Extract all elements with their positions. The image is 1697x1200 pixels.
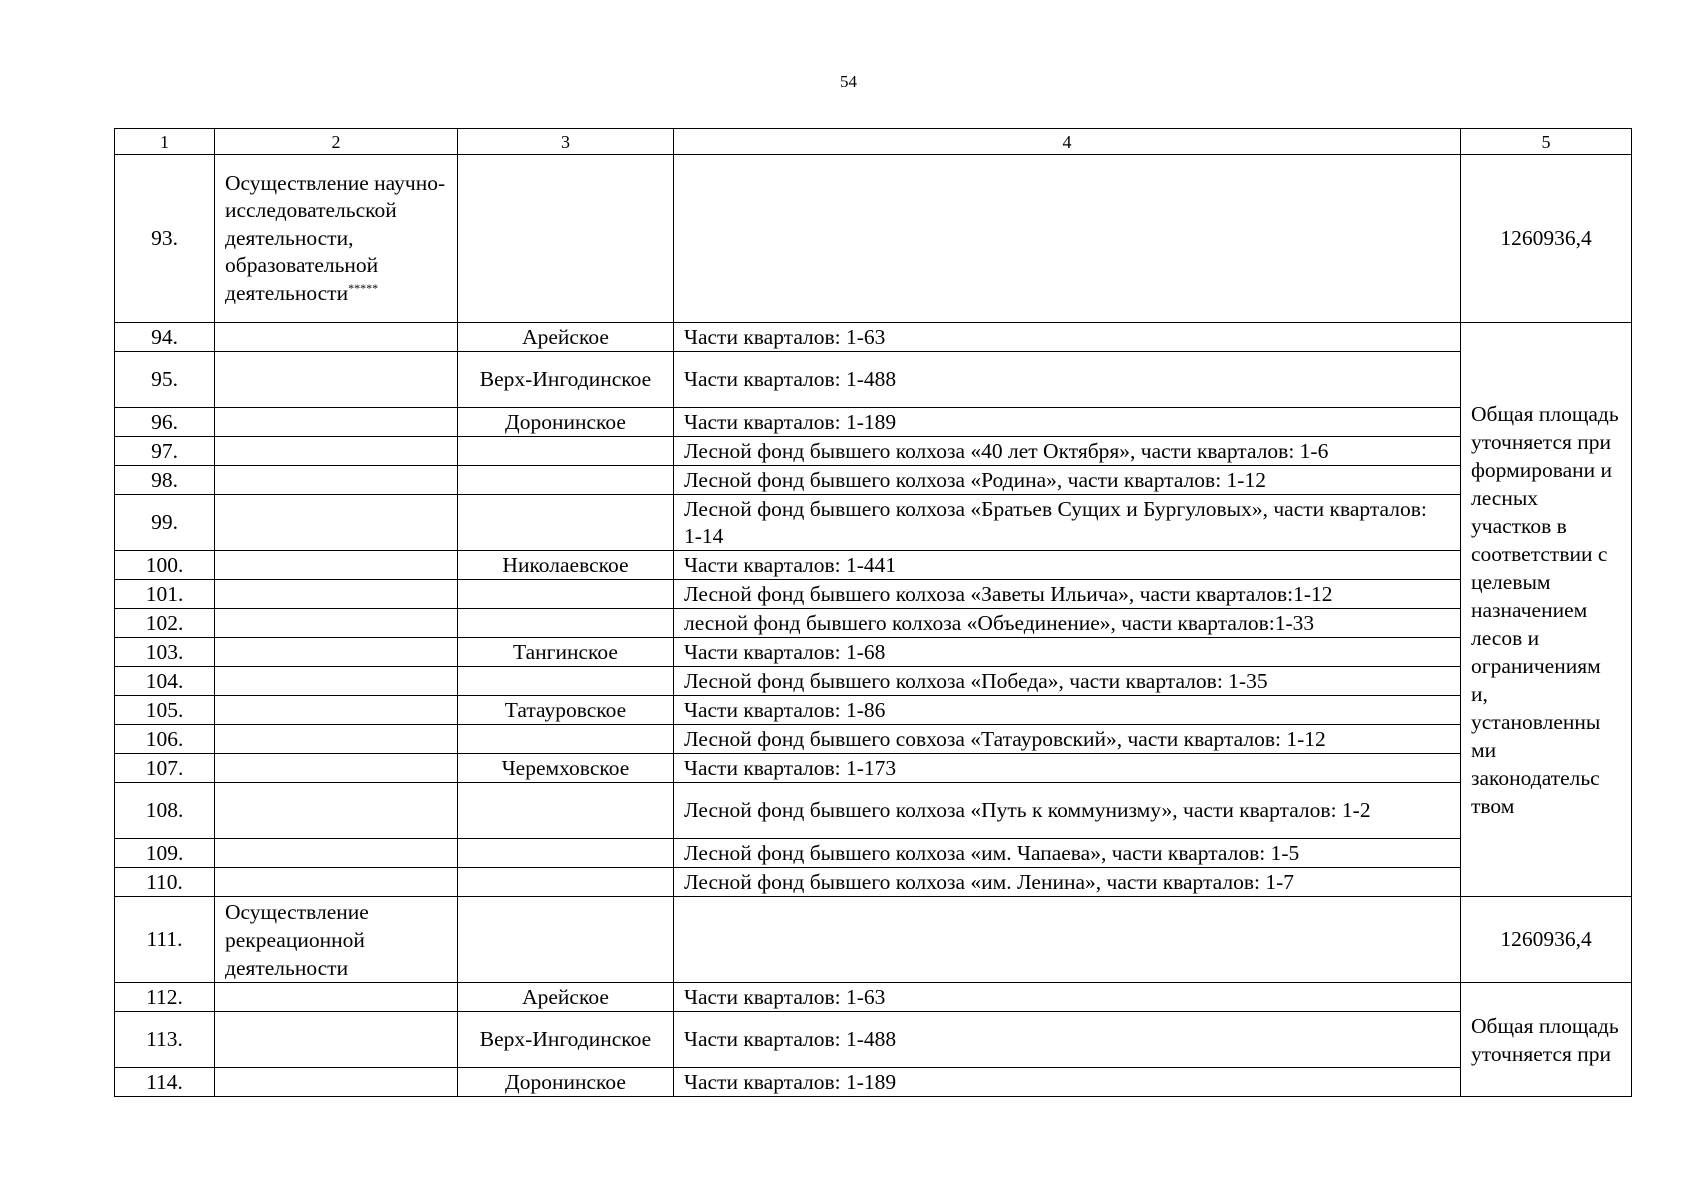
- activity-cell: [215, 638, 458, 667]
- activity-cell: [215, 839, 458, 868]
- row-number: 111.: [115, 897, 215, 983]
- row-number: 99.: [115, 495, 215, 551]
- row-number: 104.: [115, 667, 215, 696]
- table-row: [115, 696, 1632, 725]
- row-number: 107.: [115, 754, 215, 783]
- row-number: 109.: [115, 839, 215, 868]
- district-cell: [458, 897, 674, 983]
- table-row: [115, 155, 1632, 323]
- activity-text: Осуществление научно-исследовательской деятельности, образовательной деятельности: [225, 170, 446, 305]
- description-cell: Части кварталов: 1-68: [674, 638, 1461, 667]
- table-row: [115, 868, 1632, 897]
- row-number: 114.: [115, 1068, 215, 1097]
- header-cell: 1: [115, 129, 215, 155]
- activity-cell: [215, 352, 458, 408]
- activity-cell: [215, 667, 458, 696]
- row-number: 94.: [115, 323, 215, 352]
- row-number: 93.: [115, 155, 215, 323]
- description-cell: Части кварталов: 1-189: [674, 408, 1461, 437]
- description-cell: Части кварталов: 1-63: [674, 323, 1461, 352]
- activity-cell: [215, 868, 458, 897]
- district-cell: Тангинское: [458, 638, 674, 667]
- district-cell: [458, 437, 674, 466]
- table-row: [115, 609, 1632, 638]
- activity-cell: [215, 323, 458, 352]
- table-row: [115, 983, 1632, 1012]
- description-cell: Лесной фонд бывшего колхоза «им. Чапаева», части кварталов: 1-5: [674, 839, 1461, 868]
- district-cell: Татауровское: [458, 696, 674, 725]
- activity-cell: [215, 551, 458, 580]
- row-number: 105.: [115, 696, 215, 725]
- header-cell: 4: [674, 129, 1461, 155]
- activity-cell: [215, 725, 458, 754]
- table-header-row: [115, 129, 1632, 155]
- district-cell: [458, 725, 674, 754]
- description-cell: Лесной фонд бывшего совхоза «Татауровский», части кварталов: 1-12: [674, 725, 1461, 754]
- header-cell: 2: [215, 129, 458, 155]
- area-cell: 1260936,4: [1461, 155, 1632, 323]
- activity-cell: [215, 609, 458, 638]
- row-number: 101.: [115, 580, 215, 609]
- description-cell: лесной фонд бывшего колхоза «Объединение», части кварталов:1-33: [674, 609, 1461, 638]
- activity-cell: [215, 1068, 458, 1097]
- table-row: [115, 783, 1632, 839]
- district-cell: [458, 580, 674, 609]
- district-cell: [458, 155, 674, 323]
- district-cell: Арейское: [458, 323, 674, 352]
- district-cell: Верх-Ингодинское: [458, 352, 674, 408]
- table-row: [115, 839, 1632, 868]
- district-cell: Доронинское: [458, 1068, 674, 1097]
- activity-cell: [215, 754, 458, 783]
- table-row: [115, 466, 1632, 495]
- table-row: [115, 323, 1632, 352]
- district-cell: [458, 667, 674, 696]
- area-note-cell: Общая площадь уточняется при формировани и лесных участков в соответствии с целевым назначением лесов и ограничениям и, установленны ми законодательс твом: [1461, 323, 1632, 897]
- description-cell: Части кварталов: 1-441: [674, 551, 1461, 580]
- activity-cell: [215, 495, 458, 551]
- activity-cell: [215, 1012, 458, 1068]
- description-cell: Части кварталов: 1-189: [674, 1068, 1461, 1097]
- row-number: 110.: [115, 868, 215, 897]
- table-row: [115, 638, 1632, 667]
- row-number: 100.: [115, 551, 215, 580]
- description-cell: Части кварталов: 1-488: [674, 352, 1461, 408]
- header-cell: 5: [1461, 129, 1632, 155]
- row-number: 108.: [115, 783, 215, 839]
- table-row: [115, 495, 1632, 551]
- activity-cell: [215, 155, 458, 323]
- row-number: 102.: [115, 609, 215, 638]
- district-cell: Арейское: [458, 983, 674, 1012]
- table-row: [115, 352, 1632, 408]
- area-note-cell: Общая площадь уточняется при: [1461, 983, 1632, 1097]
- row-number: 106.: [115, 725, 215, 754]
- footnote-mark: *****: [348, 280, 379, 295]
- description-cell: Лесной фонд бывшего колхоза «им. Ленина», части кварталов: 1-7: [674, 868, 1461, 897]
- table-row: [115, 667, 1632, 696]
- district-cell: [458, 868, 674, 897]
- table-row: [115, 551, 1632, 580]
- description-cell: Части кварталов: 1-86: [674, 696, 1461, 725]
- activity-cell: [215, 696, 458, 725]
- table-row: [115, 408, 1632, 437]
- description-cell: Части кварталов: 1-173: [674, 754, 1461, 783]
- header-cell: 3: [458, 129, 674, 155]
- table-row: [115, 1012, 1632, 1068]
- description-cell: Лесной фонд бывшего колхоза «40 лет Октября», части кварталов: 1-6: [674, 437, 1461, 466]
- activity-cell: [215, 466, 458, 495]
- row-number: 112.: [115, 983, 215, 1012]
- row-number: 103.: [115, 638, 215, 667]
- activity-cell: [215, 783, 458, 839]
- district-cell: [458, 609, 674, 638]
- table-row: [115, 437, 1632, 466]
- description-cell: Лесной фонд бывшего колхоза «Братьев Сущих и Бургуловых», части кварталов: 1-14: [674, 495, 1461, 551]
- row-number: 95.: [115, 352, 215, 408]
- activity-cell: [215, 408, 458, 437]
- description-cell: Лесной фонд бывшего колхоза «Победа», части кварталов: 1-35: [674, 667, 1461, 696]
- forest-table: [114, 128, 1632, 1097]
- district-cell: Черемховское: [458, 754, 674, 783]
- district-cell: [458, 495, 674, 551]
- description-cell: Лесной фонд бывшего колхоза «Родина», части кварталов: 1-12: [674, 466, 1461, 495]
- activity-cell: [215, 437, 458, 466]
- description-cell: [674, 155, 1461, 323]
- table-row: [115, 897, 1632, 983]
- row-number: 96.: [115, 408, 215, 437]
- district-cell: [458, 839, 674, 868]
- description-cell: [674, 897, 1461, 983]
- table-row: [115, 1068, 1632, 1097]
- area-cell: 1260936,4: [1461, 897, 1632, 983]
- district-cell: [458, 783, 674, 839]
- district-cell: Доронинское: [458, 408, 674, 437]
- description-cell: Лесной фонд бывшего колхоза «Путь к коммунизму», части кварталов: 1-2: [674, 783, 1461, 839]
- description-cell: Части кварталов: 1-63: [674, 983, 1461, 1012]
- page-number: 54: [840, 72, 857, 91]
- row-number: 97.: [115, 437, 215, 466]
- district-cell: Николаевское: [458, 551, 674, 580]
- table-row: [115, 580, 1632, 609]
- row-number: 98.: [115, 466, 215, 495]
- table-row: [115, 725, 1632, 754]
- activity-cell: Осуществление рекреационной деятельности: [215, 897, 458, 983]
- description-cell: Части кварталов: 1-488: [674, 1012, 1461, 1068]
- district-cell: Верх-Ингодинское: [458, 1012, 674, 1068]
- description-cell: Лесной фонд бывшего колхоза «Заветы Ильича», части кварталов:1-12: [674, 580, 1461, 609]
- row-number: 113.: [115, 1012, 215, 1068]
- activity-cell: [215, 580, 458, 609]
- activity-cell: [215, 983, 458, 1012]
- table-row: [115, 754, 1632, 783]
- district-cell: [458, 466, 674, 495]
